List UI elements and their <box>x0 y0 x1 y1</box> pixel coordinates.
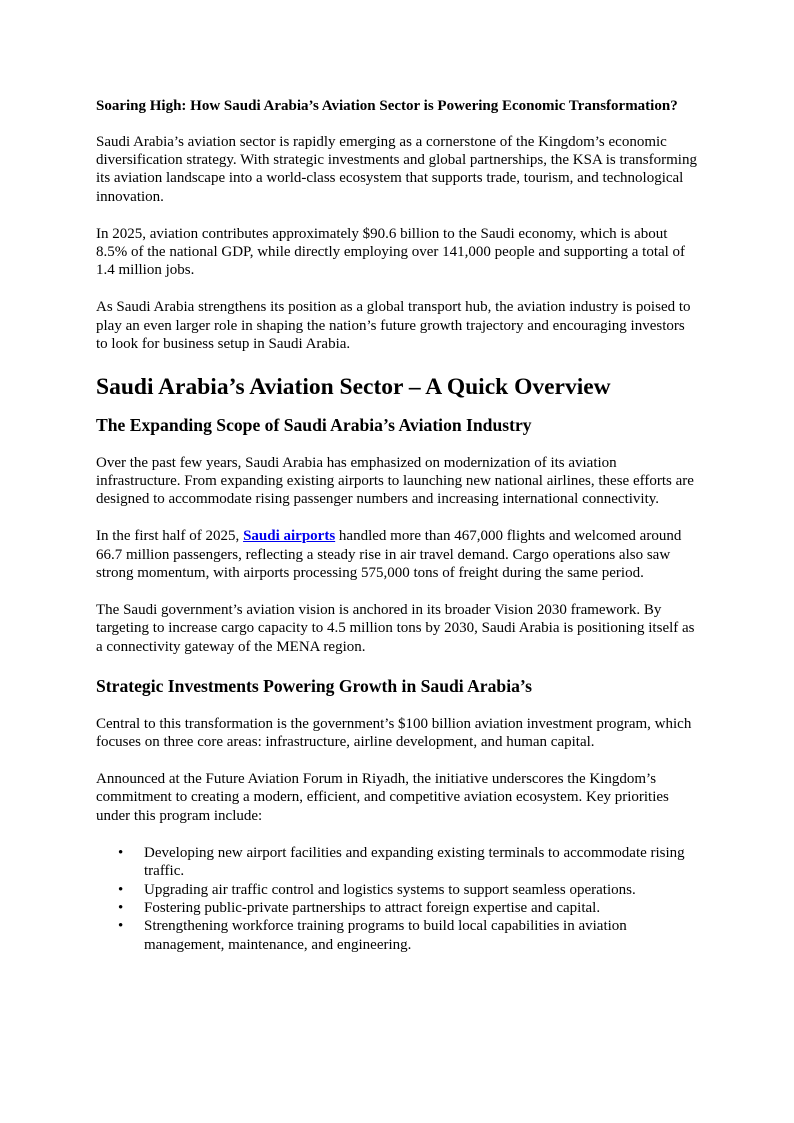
intro-paragraph-3: As Saudi Arabia strengthens its position as a global transport hub, the aviation industry is poised to play an even larger role in shaping the nation’s future growth trajectory and encouraging investors to look for business setup in Saudi Arabia. <box>96 299 691 353</box>
scope-paragraph-2 <box>96 527 700 582</box>
scope-paragraph-2-rest: handled more than 467,000 flights and welcomed around 66.7 million passengers, reflecting a steady rise in air travel demand. Cargo operations also saw strong momentum, with airports processing 575,000 tons of freight during the same period. <box>96 528 682 582</box>
scope-paragraph-1: Over the past few years, Saudi Arabia has emphasized on modernization of its aviation infrastructure. From expanding existing airports to launching new national airlines, these efforts are designed to accommodate rising passenger numbers and increasing international connectivity. <box>96 454 694 508</box>
article-body <box>96 97 700 954</box>
scope-paragraph-2-lead: In the first half of 2025, <box>96 528 244 545</box>
article-title: Soaring High: How Saudi Arabia’s Aviation Sector is Powering Economic Transformation? <box>96 98 678 114</box>
investments-heading: Strategic Investments Powering Growth in Saudi Arabia’s <box>96 675 532 696</box>
list-item-text: Upgrading air traffic control and logistics systems to support seamless operations. <box>144 881 636 898</box>
list-item-text: Developing new airport facilities and expanding existing terminals to accommodate rising traffic. <box>144 844 685 880</box>
intro-paragraph-2: In 2025, aviation contributes approximately $90.6 billion to the Saudi economy, which is about 8.5% of the national GDP, while directly employing over 141,000 people and supporting a total of 1.4 million jobs. <box>96 225 686 279</box>
bullet-icon: • <box>118 881 124 898</box>
overview-heading: Saudi Arabia’s Aviation Sector – A Quick Overview <box>96 373 611 400</box>
list-item <box>96 899 700 917</box>
intro-paragraph-1: Saudi Arabia’s aviation sector is rapidly emerging as a cornerstone of the Kingdom’s economic diversification strategy. With strategic investments and global partnerships, the KSA is transforming its aviation landscape into a world-class ecosystem that supports trade, tourism, and technological innovation. <box>96 133 697 205</box>
bullet-icon: • <box>118 844 124 861</box>
bullet-icon: • <box>118 918 124 935</box>
priorities-list <box>96 844 700 954</box>
list-item <box>96 844 700 881</box>
scope-heading: The Expanding Scope of Saudi Arabia’s Aviation Industry <box>96 414 532 435</box>
investments-paragraph-1: Central to this transformation is the government’s $100 billion aviation investment program, which focuses on three core areas: infrastructure, airline development, and human capital. <box>96 715 692 751</box>
investments-paragraph-2: Announced at the Future Aviation Forum in Riyadh, the initiative underscores the Kingdom’s commitment to creating a modern, efficient, and competitive aviation ecosystem. Key priorities under this program include: <box>96 771 669 824</box>
list-item-text: Strengthening workforce training programs to build local capabilities in aviation management, maintenance, and engineering. <box>144 918 627 953</box>
list-item-text: Fostering public-private partnerships to attract foreign expertise and capital. <box>144 899 601 916</box>
scope-paragraph-3: The Saudi government’s aviation vision is anchored in its broader Vision 2030 framework. By targeting to increase cargo capacity to 4.5 million tons by 2030, Saudi Arabia is positioning itself as a connectivity gateway of the MENA region. <box>96 602 695 655</box>
list-item <box>96 917 700 954</box>
bullet-icon: • <box>118 899 124 916</box>
list-item <box>96 881 700 899</box>
saudi-airports-link[interactable]: Saudi airports <box>243 528 336 545</box>
